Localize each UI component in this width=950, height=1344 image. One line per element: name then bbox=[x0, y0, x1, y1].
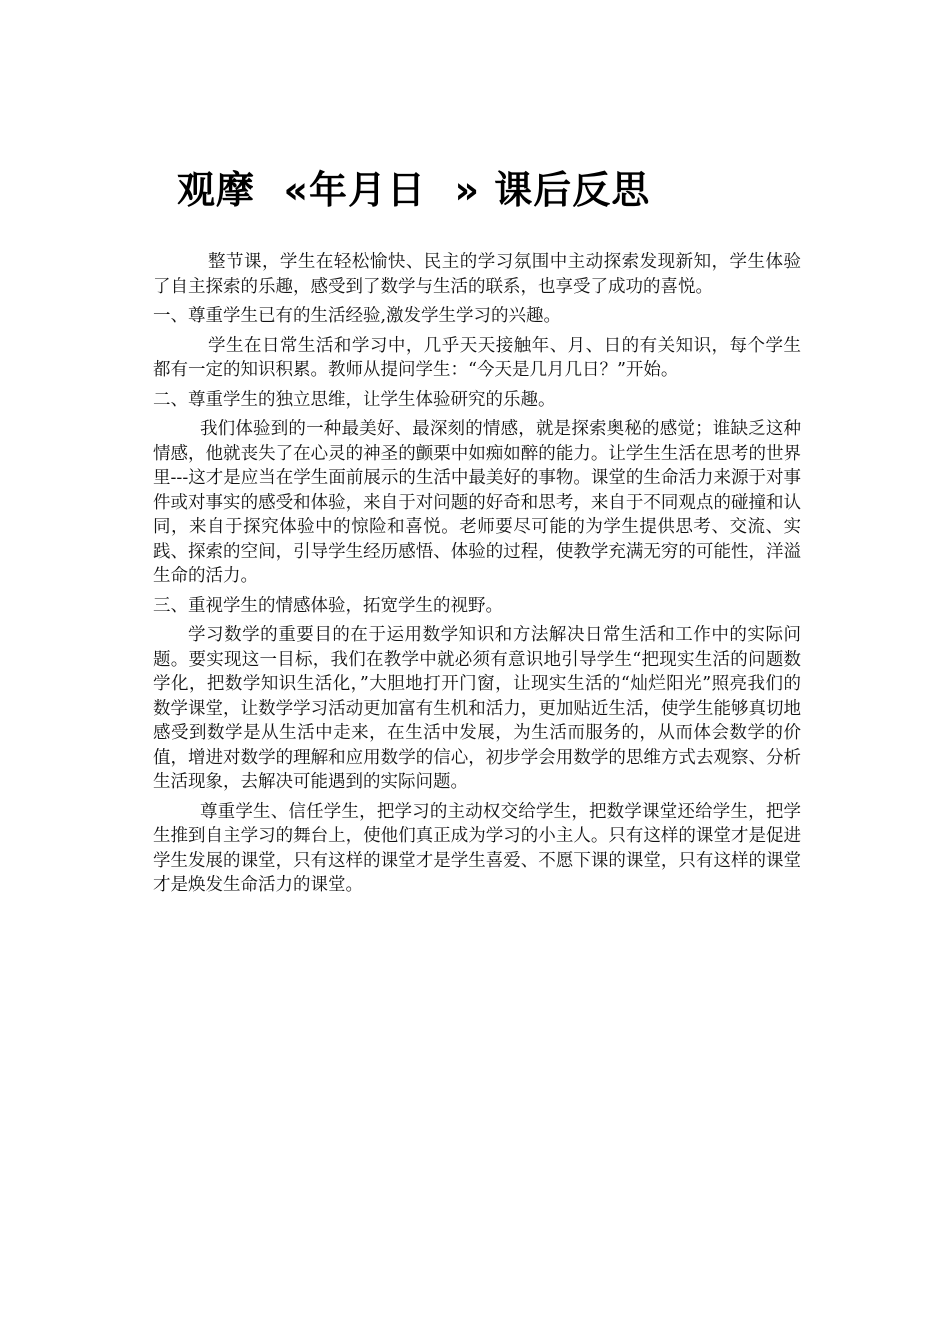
section-2-paragraph: 我们体验到的一种最美好、最深刻的情感，就是探索奥秘的感觉；谁缺乏这种情感，他就丧失了在心灵的神圣的颤栗中如痴如醉的能力。让学生生活在思考的世界里---这才是应当在学生面前展示的生活中最美好的事物。课堂的生命活力来源于对事件或对事实的感受和体验，来自于对问题的好奇和思考，来自于不同观点的碰撞和认同，来自于探究体验中的惊险和喜悦。老师要尽可能的为学生提供思考、交流、实践、探索的空间，引导学生经历感悟、体验的过程，使教学充满无穷的可能性，洋溢生命的活力。 bbox=[153, 419, 801, 586]
intro-paragraph: 整节课，学生在轻松愉快、民主的学习氛围中主动探索发现新知，学生体验了自主探索的乐趣，感受到了数学与生活的联系，也享受了成功的喜悦。 bbox=[153, 252, 801, 297]
document-body bbox=[153, 250, 801, 903]
section-3-paragraph: 学习数学的重要目的在于运用数学知识和方法解决日常生活和工作中的实际问题。要实现这一目标，我们在教学中就必须有意识地引导学生“把现实生活的问题数学化，把数学知识生活化，”大胆地打开门窗，让现实生活的“灿烂阳光”照亮我们的数学课堂，让数学学习活动更加富有生机和活力，更加贴近生活，使学生能够真切地感受到数学是从生活中走来，在生活中发展，为生活而服务的，从而体会数学的价值，增进对数学的理解和应用数学的信心，初步学会用数学的思维方式去观察、分析生活现象，去解决可能遇到的实际问题。 bbox=[153, 625, 801, 792]
section-heading-2: 二、尊重学生的独立思维，让学生体验研究的乐趣。 bbox=[153, 389, 556, 410]
section-heading-1: 一、尊重学生已有的生活经验,激发学生学习的兴趣。 bbox=[153, 306, 562, 326]
section-heading-3: 三、重视学生的情感体验，拓宽学生的视野。 bbox=[153, 595, 503, 616]
section-1-paragraph: 学生在日常生活和学习中，几乎天天接触年、月、日的有关知识，每个学生都有一定的知识积累。教师从提问学生：“今天是几月几日？”开始。 bbox=[153, 335, 801, 380]
closing-paragraph: 尊重学生、信任学生，把学习的主动权交给学生，把数学课堂还给学生，把学生推到自主学习的舞台上，使他们真正成为学习的小主人。只有这样的课堂才是促进学生发展的课堂，只有这样的课堂才是学生喜爱、不愿下课的课堂，只有这样的课堂才是焕发生命活力的课堂。 bbox=[153, 801, 801, 895]
page-title: 观摩 «年月日 » 课后反思 bbox=[177, 168, 651, 212]
